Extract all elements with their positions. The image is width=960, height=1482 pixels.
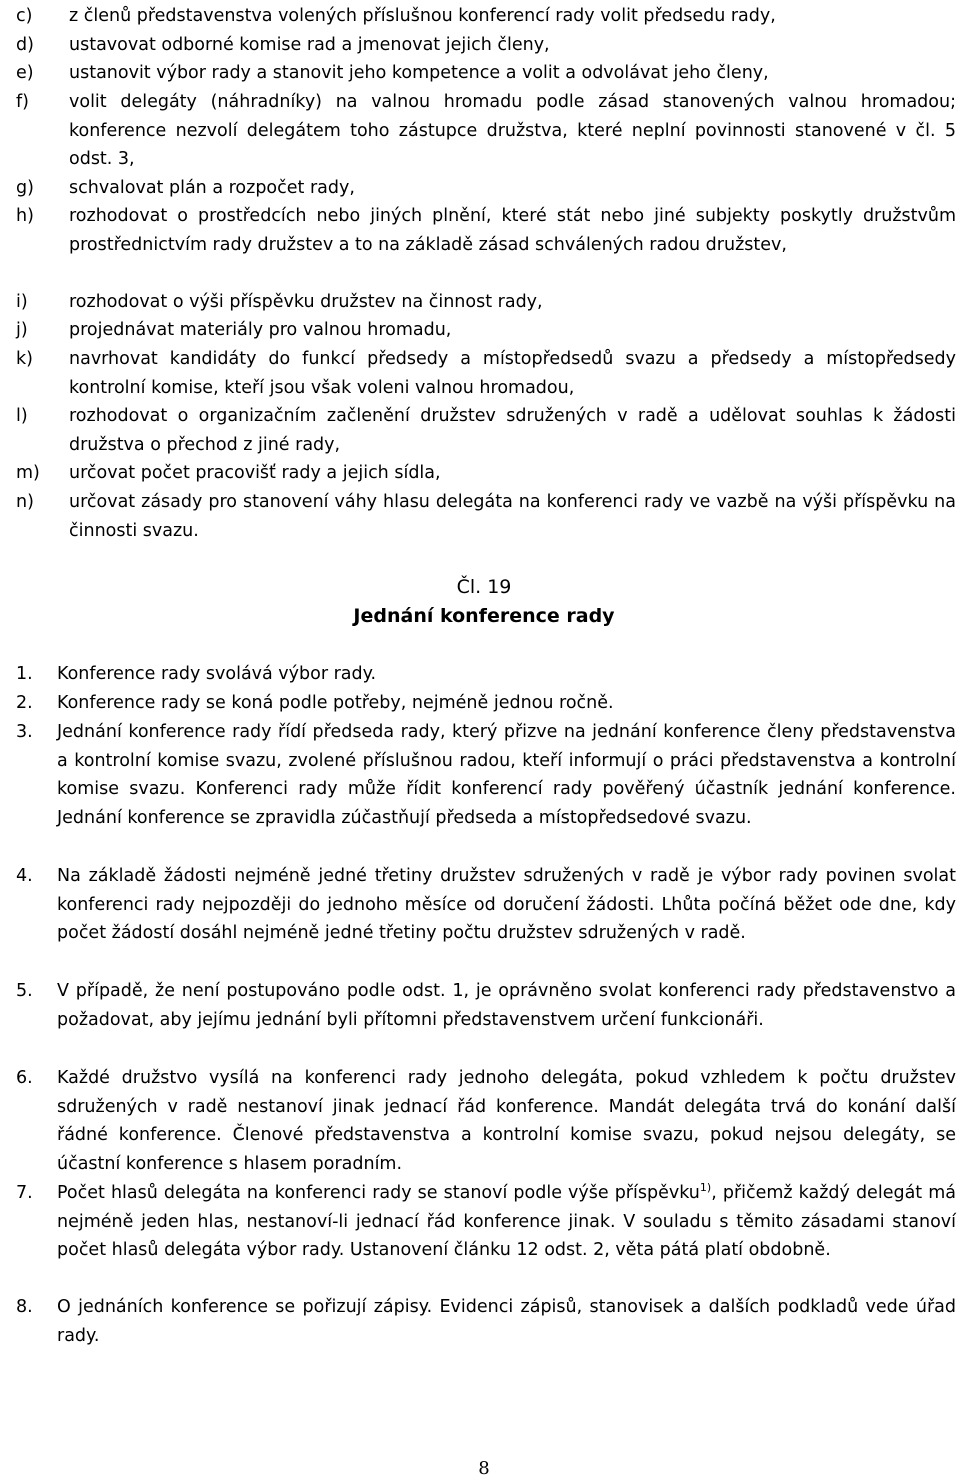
- numbered-paragraph: [16, 1293, 956, 1350]
- paragraph-text-part: , přičemž každý delegát má nejméně jeden hlas, nestanoví-li jednací řád konference jinak. V souladu s těmito zásadami stanoví počet hlasů delegáta výbor rady. Ustanovení článku 12 odst. 2, věta pátá platí obdobně.: [57, 1183, 956, 1261]
- article-title: Jednání konference rady: [353, 605, 615, 627]
- paragraph-number: 3.: [16, 722, 33, 742]
- paragraph-number: 2.: [16, 693, 33, 713]
- paragraph-text: V případě, že není postupováno podle odst. 1, je oprávněno svolat konferenci rady představenstvo a požadovat, aby jejímu jednání byli přítomni představenstvem určení funkcionáři.: [57, 981, 956, 1030]
- list-item-text: rozhodovat o prostředcích nebo jiných plnění, které stát nebo jiné subjekty poskytly družstvům prostřednictvím rady družstev a to na základě zásad schválených radou družstev,: [69, 206, 956, 255]
- paragraph-text: Každé družstvo vysílá na konferenci rady jednoho delegáta, pokud vzhledem k počtu družstev sdružených v radě nestanoví jinak jednací řád konference. Mandát delegáta trvá do konání další řádné konference. Členové představenstva a kontrolní komise svazu, pokud nejsou delegáty, se účastní konference s hlasem poradním.: [57, 1068, 956, 1174]
- paragraph-number: 6.: [16, 1068, 33, 1088]
- list-item-letter: f): [16, 92, 29, 112]
- list-item: [16, 59, 956, 88]
- paragraph-text: Konference rady svolává výbor rady.: [57, 664, 377, 684]
- page-number: 8: [478, 1458, 490, 1479]
- numbered-paragraph: [16, 660, 956, 689]
- list-item-text: schvalovat plán a rozpočet rady,: [69, 178, 355, 198]
- paragraph-number: 8.: [16, 1297, 33, 1317]
- numbered-paragraph: [16, 1064, 956, 1178]
- list-item: [16, 345, 956, 402]
- list-item: [16, 488, 956, 545]
- article-number: Čl. 19: [456, 576, 512, 598]
- list-item-letter: g): [16, 178, 34, 198]
- list-item-text: projednávat materiály pro valnou hromadu,: [69, 320, 452, 340]
- list-item-letter: c): [16, 6, 33, 26]
- numbered-paragraph: [16, 689, 956, 718]
- paragraph-number: 1.: [16, 664, 33, 684]
- list-item-text: určovat počet pracovišť rady a jejich sídla,: [69, 463, 441, 483]
- list-item-letter: j): [16, 320, 28, 340]
- list-item: [16, 288, 956, 317]
- paragraph-text: [57, 1179, 956, 1265]
- list-item-letter: i): [16, 292, 28, 312]
- paragraph-text: Jednání konference rady řídí předseda rady, který přizve na jednání konference členy představenstva a kontrolní komise svazu, zvolené příslušnou radou, kteří informují o práci představenstva a kontrolní komise svazu. Konferenci rady může řídit konferencí rady pověřený účastník jednání konference. Jednání konference se zpravidla zúčastňují předseda a místopředsedové svazu.: [57, 722, 956, 828]
- list-item: [16, 316, 956, 345]
- list-item-letter: n): [16, 492, 34, 512]
- list-item-text: ustavovat odborné komise rad a jmenovat jejich členy,: [69, 35, 550, 55]
- list-item: [16, 2, 956, 31]
- numbered-paragraph: [16, 977, 956, 1034]
- numbered-paragraph: [16, 862, 956, 948]
- list-item: [16, 88, 956, 174]
- paragraph-text: Konference rady se koná podle potřeby, nejméně jednou ročně.: [57, 693, 614, 713]
- paragraph-number: 7.: [16, 1183, 33, 1203]
- list-item-text: navrhovat kandidáty do funkcí předsedy a místopředsedů svazu a předsedy a místopředsedy kontrolní komise, kteří jsou však voleni valnou hromadou,: [69, 349, 956, 398]
- list-item-letter: m): [16, 463, 40, 483]
- paragraph-number: 5.: [16, 981, 33, 1001]
- list-item-letter: e): [16, 63, 34, 83]
- list-item-text: volit delegáty (náhradníky) na valnou hromadu podle zásad stanovených valnou hromadou; konference nezvolí delegátem toho zástupce družstva, které neplní povinnosti stanovené v čl. 5 odst. 3,: [69, 92, 956, 170]
- list-item-letter: k): [16, 349, 33, 369]
- list-item: [16, 31, 956, 60]
- paragraph-text: O jednáních konference se pořizují zápisy. Evidenci zápisů, stanovisek a dalších podkladů vede úřad rady.: [57, 1297, 956, 1346]
- list-item: [16, 202, 956, 259]
- footnote-marker: 1): [699, 1181, 712, 1194]
- list-item: [16, 402, 956, 459]
- numbered-paragraph: [16, 1179, 956, 1265]
- list-item-letter: h): [16, 206, 34, 226]
- list-item-text: ustanovit výbor rady a stanovit jeho kompetence a volit a odvolávat jeho členy,: [69, 63, 769, 83]
- paragraph-text-part: Počet hlasů delegáta na konferenci rady se stanoví podle výše příspěvku: [57, 1183, 700, 1203]
- paragraph-number: 4.: [16, 866, 33, 886]
- list-item-letter: l): [16, 406, 28, 426]
- paragraph-text: Na základě žádosti nejméně jedné třetiny družstev sdružených v radě je výbor rady povinen svolat konferenci rady nejpozději do jednoho měsíce od doručení žádosti. Lhůta počíná běžet ode dne, kdy počet žádostí dosáhl nejméně jedné třetiny počtu družstev sdružených v radě.: [57, 866, 956, 944]
- list-item: [16, 459, 956, 488]
- list-item-text: rozhodovat o výši příspěvku družstev na činnost rady,: [69, 292, 543, 312]
- list-item-text: určovat zásady pro stanovení váhy hlasu delegáta na konferenci rady ve vazbě na výši příspěvku na činnosti svazu.: [69, 492, 956, 541]
- list-item-text: z členů představenstva volených příslušnou konferencí rady volit předsedu rady,: [69, 6, 776, 26]
- list-item: [16, 174, 956, 203]
- numbered-paragraph: [16, 718, 956, 832]
- list-item-letter: d): [16, 35, 34, 55]
- list-item-text: rozhodovat o organizačním začlenění družstev sdružených v radě a udělovat souhlas k žádosti družstva o přechod z jiné rady,: [69, 406, 956, 455]
